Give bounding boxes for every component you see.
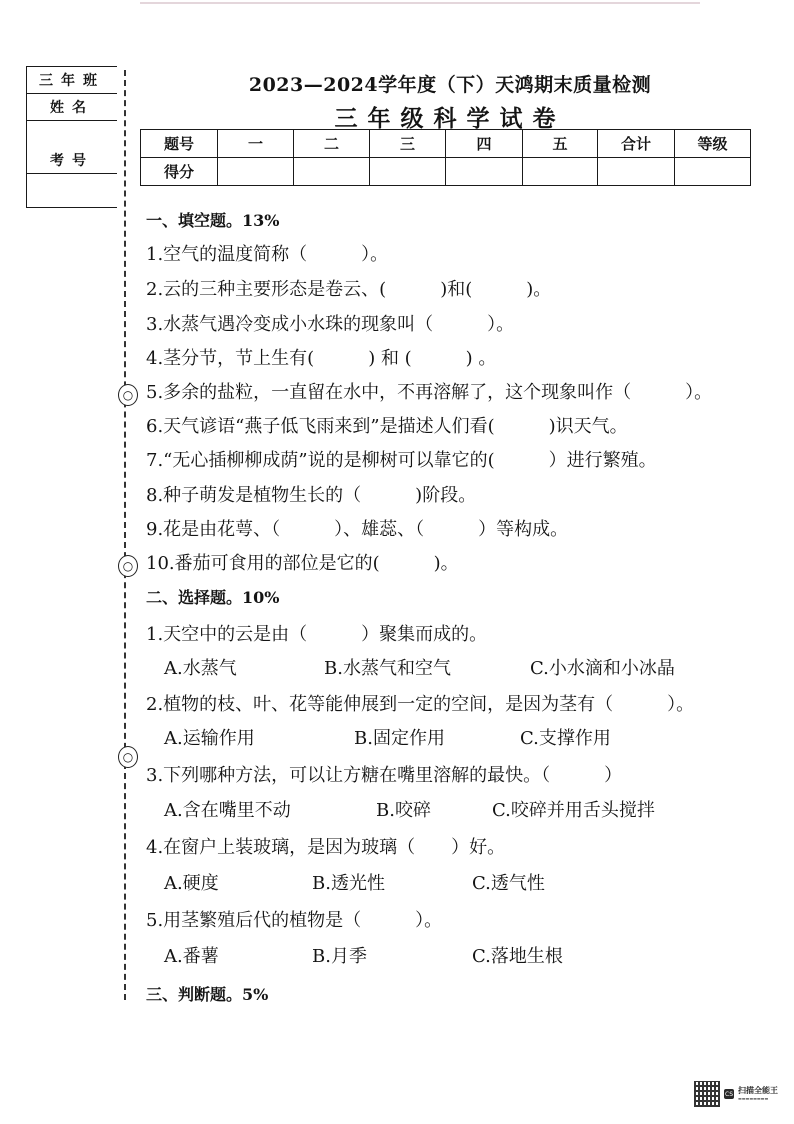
section-fill-heading: 一、填空题。13% bbox=[146, 211, 280, 230]
name-label: 姓名 bbox=[27, 94, 117, 121]
choice-1-option-a: A.水蒸气 bbox=[164, 658, 237, 679]
choice-question-5: 5.用茎繁殖后代的植物是（ ）。 bbox=[146, 910, 443, 931]
col-4: 四 bbox=[446, 130, 523, 158]
choice-question-4: 4.在窗户上装玻璃，是因为玻璃（ ）好。 bbox=[146, 837, 506, 858]
blank-row bbox=[27, 121, 117, 147]
col-3: 三 bbox=[370, 130, 446, 158]
exam-subtitle: 三年级科学试卷 bbox=[334, 105, 566, 132]
fill-question-8: 8.种子萌发是植物生长的（ )阶段。 bbox=[146, 485, 477, 506]
fill-question-1: 1.空气的温度简称（ ）。 bbox=[146, 244, 389, 265]
score-cell-total bbox=[598, 158, 675, 186]
binding-hole-1: ○ bbox=[118, 384, 138, 406]
exam-title: 2023—2024学年度（下）天鸿期末质量检测 bbox=[248, 74, 652, 96]
score-cell-3 bbox=[370, 158, 446, 186]
score-cell-4 bbox=[446, 158, 523, 186]
choice-4-option-c: C.透气性 bbox=[472, 873, 545, 894]
score-table-header-row bbox=[141, 130, 751, 158]
choice-2-option-c: C.支撑作用 bbox=[520, 728, 611, 749]
qr-code-icon bbox=[694, 1081, 720, 1107]
fill-question-2: 2.云的三种主要形态是卷云、( )和( )。 bbox=[146, 279, 552, 300]
choice-1-option-c: C.小水滴和小冰晶 bbox=[530, 658, 675, 679]
score-cell-grade bbox=[675, 158, 751, 186]
fill-question-4: 4.茎分节，节上生有( ) 和 ( ) 。 bbox=[146, 348, 497, 369]
choice-5-option-b: B.月季 bbox=[312, 946, 367, 967]
student-info-box bbox=[26, 66, 117, 208]
col-5: 五 bbox=[523, 130, 598, 158]
choice-2-option-a: A.运输作用 bbox=[164, 728, 255, 749]
choice-question-2: 2.植物的枝、叶、花等能伸展到一定的空间，是因为茎有（ ）。 bbox=[146, 694, 695, 715]
score-cell-1 bbox=[218, 158, 294, 186]
fill-question-10: 10.番茄可食用的部位是它的( )。 bbox=[146, 553, 459, 574]
scanner-watermark bbox=[694, 1080, 778, 1108]
choice-5-option-c: C.落地生根 bbox=[472, 946, 563, 967]
score-cell-2 bbox=[294, 158, 370, 186]
score-table-score-row bbox=[141, 158, 751, 186]
section-judge-heading: 三、判断题。5% bbox=[146, 985, 269, 1004]
scanner-logo-icon: CS bbox=[725, 1090, 733, 1098]
scanner-subline: ▬▬▬▬▬▬▬▬ bbox=[738, 1096, 769, 1101]
question-number-label: 题号 bbox=[141, 130, 218, 158]
choice-3-option-c: C.咬碎并用舌头搅拌 bbox=[492, 800, 655, 821]
choice-5-option-a: A.番薯 bbox=[164, 946, 219, 967]
blank-row-bottom bbox=[27, 174, 117, 206]
exam-number-label: 考号 bbox=[27, 147, 117, 174]
score-label: 得分 bbox=[141, 158, 218, 186]
choice-3-option-b: B.咬碎 bbox=[376, 800, 431, 821]
section-choice-heading: 二、选择题。10% bbox=[146, 588, 280, 607]
choice-3-option-a: A.含在嘴里不动 bbox=[164, 800, 291, 821]
choice-2-option-b: B.固定作用 bbox=[354, 728, 445, 749]
score-cell-5 bbox=[523, 158, 598, 186]
choice-1-option-b: B.水蒸气和空气 bbox=[324, 658, 451, 679]
score-table bbox=[140, 129, 751, 186]
fill-question-3: 3.水蒸气遇冷变成小水珠的现象叫（ ）。 bbox=[146, 314, 515, 335]
choice-4-option-b: B.透光性 bbox=[312, 873, 385, 894]
class-label: 三年班 bbox=[27, 67, 117, 94]
scanner-name: 扫描全能王 bbox=[738, 1086, 778, 1095]
col-total: 合计 bbox=[598, 130, 675, 158]
col-grade: 等级 bbox=[675, 130, 751, 158]
choice-4-option-a: A.硬度 bbox=[164, 873, 219, 894]
fill-question-5: 5.多余的盐粒，一直留在水中，不再溶解了，这个现象叫作（ ）。 bbox=[146, 382, 713, 403]
binding-dashed-line bbox=[124, 70, 126, 1000]
binding-hole-3: ○ bbox=[118, 746, 138, 768]
scanner-text bbox=[738, 1087, 778, 1101]
choice-question-3: 3.下列哪种方法，可以让方糖在嘴里溶解的最快。（ ） bbox=[146, 765, 623, 786]
col-2: 二 bbox=[294, 130, 370, 158]
choice-question-1: 1.天空中的云是由（ ）聚集而成的。 bbox=[146, 624, 488, 645]
fill-question-6: 6.天气谚语“燕子低飞雨来到”是描述人们看( )识天气。 bbox=[146, 416, 628, 437]
fill-question-7: 7.“无心插柳柳成荫”说的是柳树可以靠它的( ）进行繁殖。 bbox=[146, 450, 657, 471]
binding-hole-2: ○ bbox=[118, 555, 138, 577]
fill-question-9: 9.花是由花萼、（ ）、雄蕊、（ ）等构成。 bbox=[146, 519, 569, 540]
top-decorative-line bbox=[140, 2, 700, 4]
col-1: 一 bbox=[218, 130, 294, 158]
